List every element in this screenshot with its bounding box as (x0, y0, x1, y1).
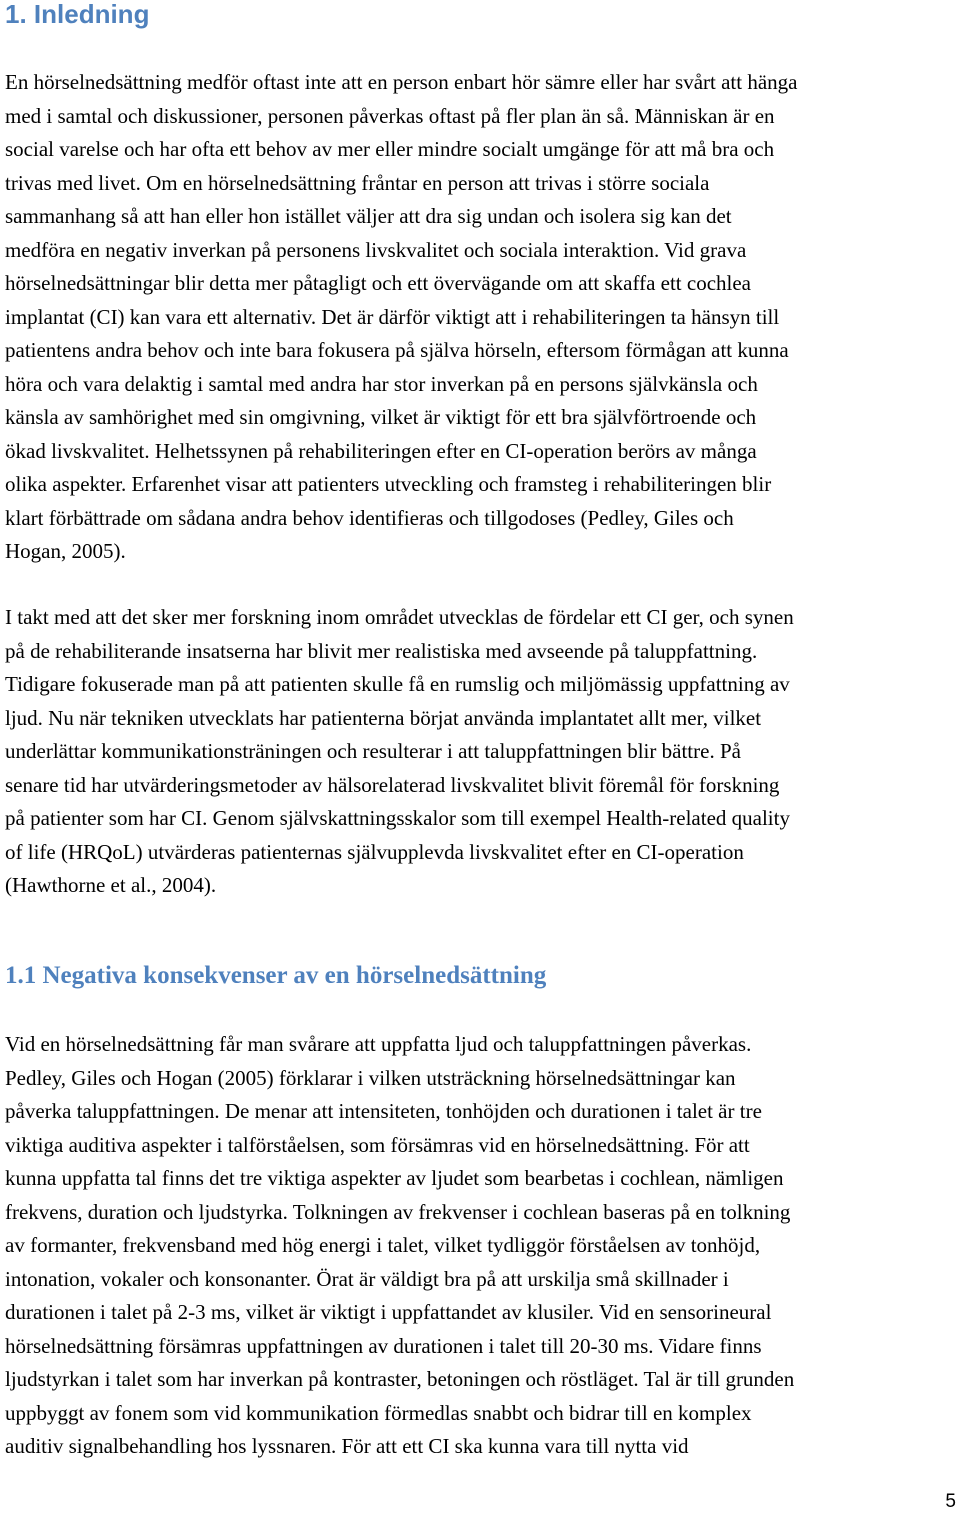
text-line: hörselnedsättningar blir detta mer påtagligt och ett övervägande om att skaffa ett cochlea (5, 271, 751, 295)
text-line: ljud. Nu när tekniken utvecklats har patienterna börjat använda implantatet allt mer, vilket (5, 705, 762, 730)
paragraph-2 (5, 601, 794, 903)
text-line: (Hawthorne et al., 2004). (5, 873, 217, 897)
text-line: ljudstyrkan i talet som har inverkan på kontraster, betoningen och röstläget. Tal är till grunden (5, 1367, 795, 1391)
text-line: medföra en negativ inverkan på personens livskvalitet och sociala interaktion. Vid grava (5, 237, 747, 262)
page-number: 5 (945, 1491, 956, 1512)
text-line: hörselnedsättning försämras uppfattningen av durationen i talet till 20-30 ms. Vidare finns (5, 1333, 762, 1358)
text-line: uppbyggt av fonem som vid kommunikation förmedlas snabbt och bidrar till en komplex (5, 1400, 752, 1425)
text-line: ökad livskvalitet. Helhetssynen på rehabiliteringen efter en CI-operation berörs av många (5, 438, 757, 463)
section-heading: 1. Inledning (5, 0, 150, 29)
text-line: of life (HRQoL) utvärderas patienternas självupplevda livskvalitet efter en CI-operation (5, 839, 744, 864)
text-line: Vid en hörselnedsättning får man svårare att uppfatta ljud och taluppfattningen påverkas. (5, 1032, 752, 1056)
text-line: Pedley, Giles och Hogan (2005) förklarar i vilken utsträckning hörselnedsättningar kan (5, 1065, 736, 1090)
text-line: med i samtal och diskussioner, personen påverkas oftast på fler plan än så. Människan är en (5, 103, 775, 128)
text-line: intonation, vokaler och konsonanter. Örat är väldigt bra på att urskilja små skillnader i (5, 1266, 729, 1291)
paragraph-3 (5, 1028, 794, 1464)
text-line: viktiga auditiva aspekter i talförståelsen, som försämras vid en hörselnedsättning. För att (5, 1132, 750, 1157)
text-line: påverka taluppfattningen. De menar att intensiteten, tonhöjden och durationen i talet är tre (5, 1099, 762, 1123)
text-line: frekvens, duration och ljudstyrka. Tolkningen av frekvenser i cochlean baseras på en tolkning (5, 1199, 791, 1224)
paragraph-1 (5, 66, 797, 569)
text-line: kunna uppfatta tal finns det tre viktiga aspekter av ljudet som bearbetas i cochlean, nämligen (5, 1166, 784, 1190)
text-line: sammanhang så att han eller hon istället väljer att dra sig undan och isolera sig kan det (5, 204, 732, 228)
text-line: höra och vara delaktig i samtal med andra har stor inverkan på en persons självkänsla och (5, 371, 758, 396)
text-line: senare tid har utvärderingsmetoder av hälsorelaterad livskvalitet blivit föremål för forskning (5, 772, 780, 797)
text-line: Hogan, 2005). (5, 539, 126, 563)
text-line: auditiv signalbehandling hos lyssnaren. För att ett CI ska kunna vara till nytta vid (5, 1434, 689, 1458)
text-line: känsla av samhörighet med sin omgivning, vilket är viktigt för ett bra självförtroende och (5, 405, 757, 429)
text-line: En hörselnedsättning medför oftast inte att en person enbart hör sämre eller har svårt att hänga (5, 70, 798, 94)
text-line: trivas med livet. Om en hörselnedsättning fråntar en person att trivas i större sociala (5, 170, 710, 195)
subsection-heading: 1.1 Negativa konsekvenser av en hörselnedsättning (5, 962, 547, 989)
text-line: på de rehabiliterande insatserna har blivit mer realistiska med avseende på taluppfattning. (5, 638, 758, 663)
text-line: olika aspekter. Erfarenhet visar att patienters utveckling och framsteg i rehabiliteringen blir (5, 472, 772, 496)
text-line: implantat (CI) kan vara ett alternativ. Det är därför viktigt att i rehabiliteringen ta hänsyn till (5, 304, 780, 329)
text-line: Tidigare fokuserade man på att patienten skulle få en rumslig och miljömässig uppfattning av (5, 672, 790, 696)
text-line: av formanter, frekvensband med hög energi i talet, vilket tydliggör förståelsen av tonhöjd, (5, 1233, 761, 1257)
text-line: patientens andra behov och inte bara fokusera på själva hörseln, eftersom förmågan att kunna (5, 338, 789, 362)
text-line: klart förbättrade om sådana andra behov identifieras och tillgodoses (Pedley, Giles och (5, 505, 734, 530)
text-line: durationen i talet på 2-3 ms, vilket är viktigt i uppfattandet av klusiler. Vid en sensorineural (5, 1300, 772, 1324)
text-line: social varelse och har ofta ett behov av mer eller mindre socialt umgänge för att må bra och (5, 137, 775, 161)
text-line: på patienter som har CI. Genom självskattningsskalor som till exempel Health-related quality (5, 806, 790, 830)
text-line: I takt med att det sker mer forskning inom området utvecklas de fördelar ett CI ger, och synen (5, 605, 794, 629)
text-line: underlättar kommunikationsträningen och resulterar i att taluppfattningen blir bättre. På (5, 739, 741, 763)
